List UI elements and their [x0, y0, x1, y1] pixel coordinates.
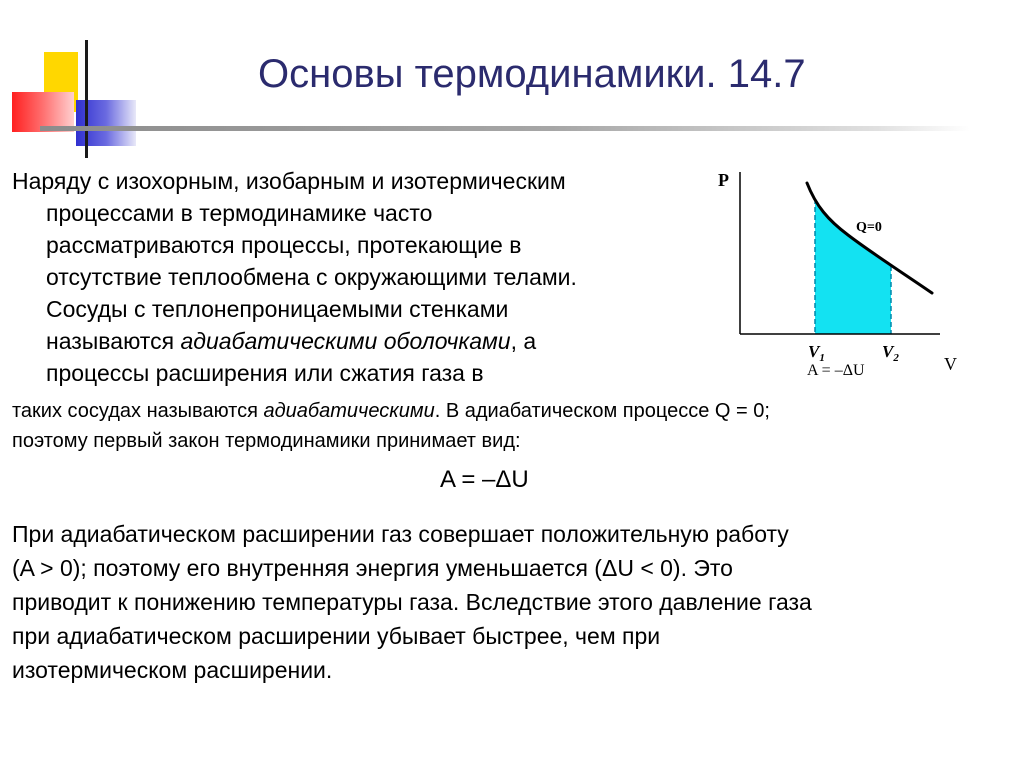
- text-line: изотермическом расширении.: [12, 657, 333, 683]
- text-fragment: . В адиабатическом процессе Q = 0;: [434, 400, 770, 422]
- v2-subscript: 2: [893, 352, 899, 364]
- text-line: рассматриваются процессы, протекающие в: [46, 232, 522, 258]
- term-adiabatic-shells: адиабатическими оболочками: [180, 328, 511, 354]
- intro-paragraph: [12, 165, 712, 389]
- v2-label: [882, 342, 899, 364]
- text-line: приводит к понижению температуры газа. Вследствие этого давление газа: [12, 589, 812, 615]
- adiabatic-definition-paragraph: [12, 396, 1012, 456]
- text-line: Сосуды с теплонепроницаемыми стенками: [46, 296, 509, 322]
- v2-letter: V: [882, 342, 894, 361]
- text-fragment: , а: [510, 328, 537, 354]
- pv-diagram: [708, 158, 978, 388]
- curve-label: Q=0: [856, 220, 882, 235]
- term-adiabatic: адиабатическими: [263, 400, 435, 422]
- text-line: при адиабатическом расширении убывает быстрее, чем при: [12, 623, 661, 649]
- x-axis-label: V: [944, 354, 957, 374]
- deco-vertical-line: [85, 40, 88, 158]
- text-line: поэтому первый закон термодинамики принимает вид:: [12, 430, 521, 452]
- text-fragment: таких сосудах называются: [12, 400, 264, 422]
- title-underline: [40, 126, 970, 131]
- text-line: процессами в термодинамике часто: [46, 200, 433, 226]
- text-fragment: называются: [46, 328, 181, 354]
- text-line: При адиабатическом расширении газ совершает положительную работу: [12, 521, 789, 547]
- expansion-paragraph: [12, 517, 1012, 687]
- slide-title: Основы термодинамики. 14.7: [258, 52, 806, 96]
- text-line: [12, 396, 1012, 426]
- text-line: (A > 0); поэтому его внутренняя энергия уменьшается (ΔU < 0). Это: [12, 555, 733, 581]
- v1-subscript: 1: [819, 352, 825, 364]
- text-line: [12, 325, 712, 357]
- text-line: процессы расширения или сжатия газа в: [46, 360, 484, 386]
- figure-caption: A = –ΔU: [807, 362, 865, 379]
- y-axis-label: P: [718, 170, 729, 190]
- text-line: Наряду с изохорным, изобарным и изотермическим: [12, 168, 566, 194]
- text-line: отсутствие теплообмена с окружающими телами.: [46, 264, 577, 290]
- v1-label: [808, 342, 825, 364]
- v1-letter: V: [808, 342, 820, 361]
- first-law-formula: A = –ΔU: [440, 466, 529, 493]
